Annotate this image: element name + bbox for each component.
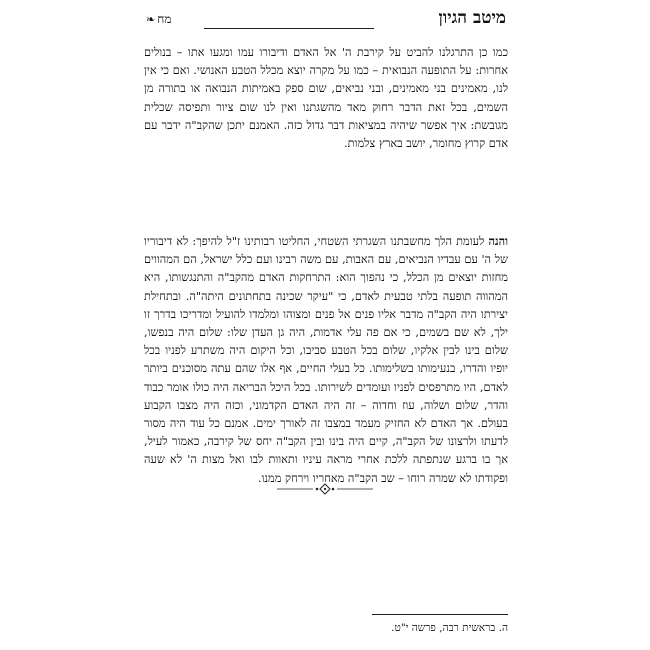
leaf-ornament-icon: ❧ bbox=[146, 13, 156, 26]
header-rule bbox=[204, 28, 374, 29]
footnote-rule bbox=[372, 614, 508, 615]
running-title: מיטב הגיון bbox=[438, 8, 506, 28]
footnote: ה. בראשית רבה, פרשה י"ט. bbox=[391, 622, 508, 634]
body-paragraph-2 bbox=[144, 232, 508, 488]
paragraph-lead-word: והנה bbox=[488, 234, 508, 248]
paragraph-2 bbox=[144, 232, 508, 488]
page-number bbox=[146, 12, 171, 27]
paragraph-2-text: לעומת הלך מחשבתנו השגרתי השטחי, החליטו רבותינו ז"ל להיפך: לא דיבוריו של ה' עם עבדיו הנביאים, עם האבות, עם משה רבינו ועם כלל ישראל, הם המהווים מחזות יוצאים מן הכלל, כי נהפוך הוא: התרחקות האדם מהקב"ה והתנגשותו, היא המהווה תופעה בלתי טבעית לאדם, כי "עיקר שכינה בתחתונים היתה"ה. ובתחילת יצירתו היה הקב"ה מדבר אליו פנים אל פנים ומצוהו ומלמדו להועיל ומדריכו בדרך זו ילך, לא שם בשמים, כי אם פה עלי אדמות, היה גן העדן שלו: שלום היה בנפשו, שלום בינו לבין אלקיו, שלום בכל הטבע סביבו, וכל היקום היה משתרע לפניו בכל יופיו והדרו, בנעימותו בשלימותו. כל בעלי החיים, אף אלו שהם עתה מסוכנים ביותר לאדם, היו מתרפסים לפניו ועומדים לשירותו. בכל היכל הבריאה היה כולו אומר כבוד והדר, שלום ושלוה, עוז וחדוה – זה היה האדם הקדמוני, וכזה היה מצבו הקבוע בעולם. אך האדם לא החזיק מעמד במצבו זה לאורך ימים. אמנם כל עוד היה מסור לדעתו ולרצונו של הקב"ה, קיים היה בינו ובין הקב"ה יחס של קירבה, כאמור לעיל, אך בו ברגע שנתפתה ללכת אחרי מראה עיניו ותאוות לבו ואל מצות ה' לא שעה ופקודתו לא שמרה רוחו – שב הקב"ה מאחריו וירחק ממנו. bbox=[144, 235, 508, 485]
body-paragraph-1 bbox=[144, 44, 508, 153]
paragraph-1-text: כמו כן התרגלנו להביט על קירבת ה' אל האדם ודיבורו עמו ומגעו אתו – בנולים אחרות: על התופעה הנבואית – כמו על מקרה יוצא מכלל הטבע האנושי. ואם כי אין לנו, מאמינים בני מאמינים, ובני נביאים, שום ספק באמיתות הנבואה או בתורה מן השמים, בכל זאת הדבר רחוק מאד מהשגתנו ואין לנו שום ציור ותפיסה שכלית מגובשת: איך אפשר שיהיה במציאות דבר גדול כזה. האמנם יתכן שהקב"ה ידבר עם אדם קרוץ מחומר, יושב בארץ צלמות. bbox=[144, 46, 508, 151]
page-number-label: מח bbox=[157, 12, 172, 26]
section-divider-ornament-icon bbox=[275, 482, 375, 496]
running-header bbox=[146, 6, 506, 34]
